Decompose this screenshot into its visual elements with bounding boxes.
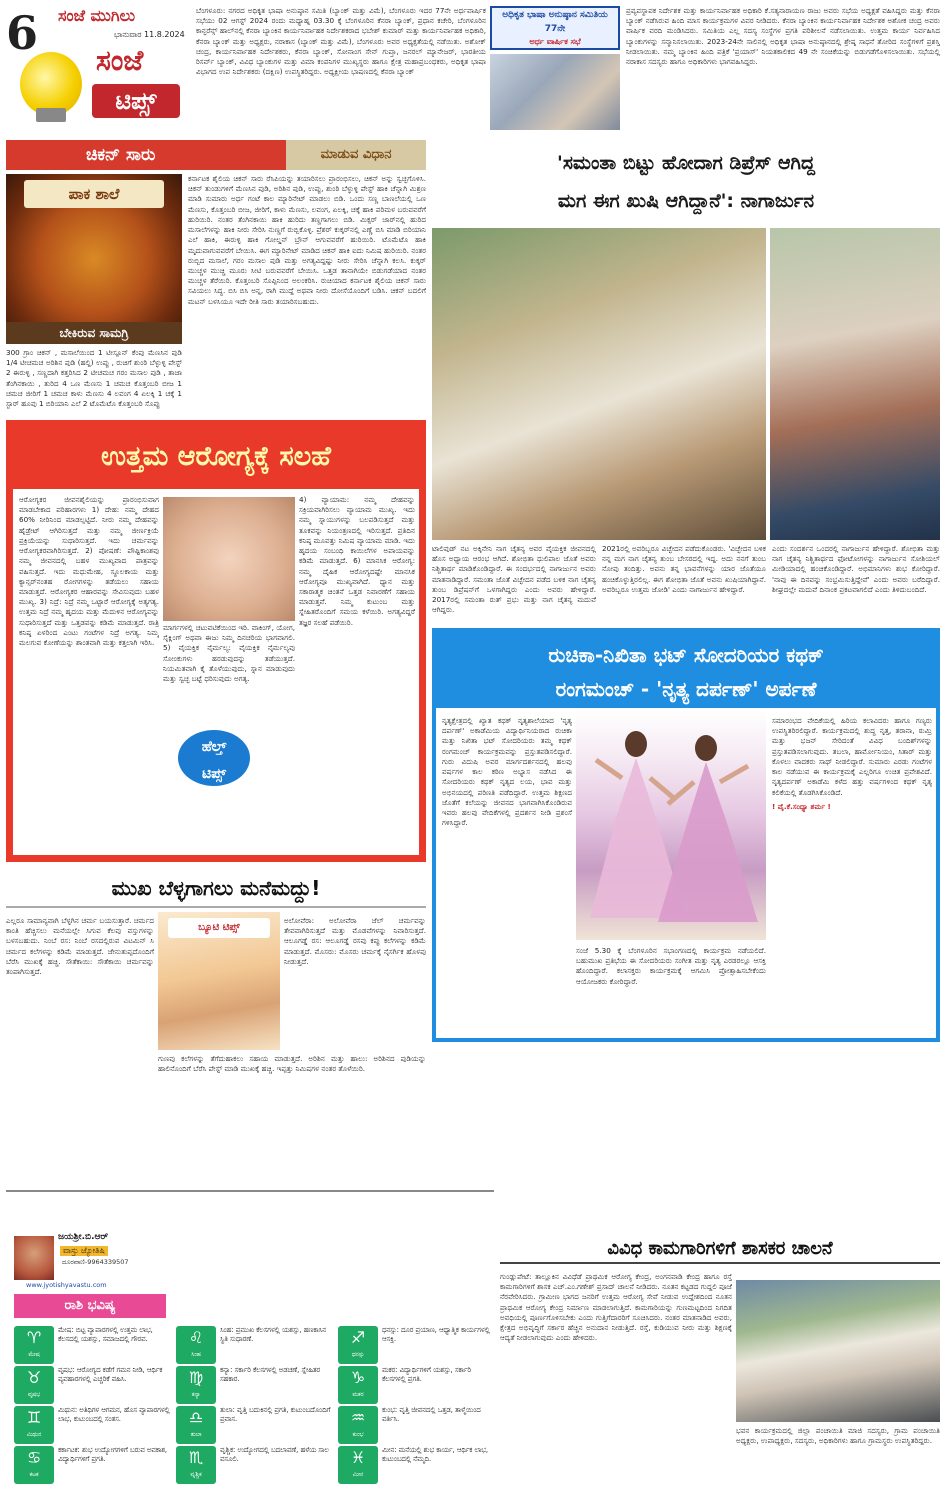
ceremony-photo [736, 1280, 940, 1422]
astrologer-name: ಜಯಶ್ರೀ.ಬಿ.ಆರ್ [58, 1232, 109, 1242]
zodiac-icon [14, 1326, 54, 1364]
paper-name: ಸಂಜೆ ಮುಗಿಲು [58, 6, 136, 25]
beauty-col2: ಗುಣವು ಕಲೆಗಳನ್ನು ತೆಗೆದುಹಾಕಲು ಸಹಾಯ ಮಾಡುತ್ತದೆ. ಅರಿಶಿನ ಮತ್ತು ಹಾಲು: ಅರಿಶಿನದ ಪುಡಿಯನ್ನು ಹಾಲಿನೊಂದಿಗೆ ಬೆರೆಸಿ ಪೇಸ್ಟ್ ಮಾಡಿ ಮುಖಕ್ಕೆ ಹಚ್ಚಿ. ಇಪ್ಪತ್ತು ನಿಮಿಷಗಳ ನಂತರ ತೊಳೆಯಿರಿ. [158, 1054, 426, 1074]
dancers-photo [576, 708, 766, 940]
zodiac-glyph: ♎ [188, 1408, 204, 1427]
recipe-article [6, 140, 426, 414]
kathak-col3-text: ಸಮಾರಂಭದ ವೇದಿಕೆಯಲ್ಲಿ ಹಿರಿಯ ಕಲಾವಿದರು ಹಾಗೂ ಗಣ್ಯರು ಉಪಸ್ಥಿತರಿರಲಿದ್ದಾರೆ. ಕಾರ್ಯಕ್ರಮದಲ್ಲಿ ಶುದ್ಧ ನೃತ್ತ, ತರಾನಾ, ಠುಮ್ರಿ ಮತ್ತು ಭಜನ್ ಸೇರಿದಂತೆ ವಿವಿಧ ಬಂದಿಶ್‌ಗಳನ್ನು ಪ್ರಸ್ತುತಪಡಿಸಲಾಗುವುದು. ತಬಲಾ, ಹಾರ್ಮೋನಿಯಂ, ಸಿತಾರ್ ಮತ್ತು ಕೊಳಲು ವಾದಕರು ಸಾಥ್ ನೀಡಲಿದ್ದಾರೆ. ಸುಮಾರು ಎರಡು ಗಂಟೆಗಳ ಕಾಲ ನಡೆಯುವ ಈ ಕಾರ್ಯಕ್ರಮಕ್ಕೆ ಎಲ್ಲರಿಗೂ ಉಚಿತ ಪ್ರವೇಶವಿದೆ. ನೃತ್ಯದರ್ಪಣ್ ಅಕಾಡೆಮಿ ಕಳೆದ ಹತ್ತು ವರ್ಷಗಳಿಂದ ಕಥಕ್ ನೃತ್ಯ ಕಲಿಕೆಯಲ್ಲಿ ತೊಡಗಿಸಿಕೊಂಡಿದೆ. [772, 716, 932, 797]
masthead [0, 0, 188, 128]
issue-date: ಭಾನುವಾರ 11.8.2024 [114, 30, 185, 39]
zodiac-icon [176, 1406, 216, 1444]
dancers-illustration [576, 708, 766, 940]
health-col3: 4) ವ್ಯಾಯಾಮ: ನಮ್ಮ ದೇಹವನ್ನು ಸಕ್ರಿಯವಾಗಿರಿಸಲು ವ್ಯಾಯಾಮ ಮುಖ್ಯ. ಇದು ನಮ್ಮ ಸ್ನಾಯುಗಳನ್ನು ಬಲಪಡಿಸುತ್ತದೆ ಮತ್ತು ತೂಕವನ್ನು ನಿಯಂತ್ರಣದಲ್ಲಿ ಇರಿಸುತ್ತದೆ. ಪ್ರತಿದಿನ ಕನಿಷ್ಠ ಮೂವತ್ತು ನಿಮಿಷ ವ್ಯಾಯಾಮ ಮಾಡಿ. ಇದು ಹೃದಯ ಸಂಬಂಧಿ ಕಾಯಿಲೆಗಳ ಅಪಾಯವನ್ನು ಕಡಿಮೆ ಮಾಡುತ್ತದೆ. 6) ಮಾನಸಿಕ ಆರೋಗ್ಯ: ನಮ್ಮ ದೈಹಿಕ ಆರೋಗ್ಯದಷ್ಟೇ ಮಾನಸಿಕ ಆರೋಗ್ಯವೂ ಮುಖ್ಯವಾಗಿದೆ. ಧ್ಯಾನ ಮತ್ತು ಸಕಾರಾತ್ಮಕ ಚಿಂತನೆ ಒತ್ತಡ ನಿವಾರಣೆಗೆ ಸಹಾಯ ಮಾಡುತ್ತವೆ. ನಿಮ್ಮ ಕುಟುಂಬ ಮತ್ತು ಸ್ನೇಹಿತರೊಂದಿಗೆ ಸಮಯ ಕಳೆಯಿರಿ. ಅಗತ್ಯವಿದ್ದರೆ ತಜ್ಞರ ಸಲಹೆ ಪಡೆಯಿರಿ. [299, 495, 415, 627]
works-col1: ಗುಂಡ್ಲುಪೇಟೆ: ತಾಲ್ಲೂಕಿನ ವಿವಿಧೆಡೆ ಪ್ರಾಥಮಿಕ ಆರೋಗ್ಯ ಕೇಂದ್ರ, ಅಂಗನವಾಡಿ ಕೇಂದ್ರ ಹಾಗೂ ರಸ್ತೆ ಕಾಮಗಾರಿಗಳಿಗೆ ಶಾಸಕ ಎಚ್.ಎಂ.ಗಣೇಶ್ ಪ್ರಸಾದ್ ಚಾಲನೆ ನೀಡಿದರು. ನೂತನ ಕಟ್ಟಡದ ಗುದ್ದಲಿ ಪೂಜೆ ನೆರವೇರಿಸಿದರು. ಗ್ರಾಮೀಣ ಭಾಗದ ಜನರಿಗೆ ಉತ್ತಮ ಆರೋಗ್ಯ ಸೇವೆ ನೀಡುವ ಉದ್ದೇಶದಿಂದ ನೂತನ ಪ್ರಾಥಮಿಕ ಆರೋಗ್ಯ ಕೇಂದ್ರ ನಿರ್ಮಾಣ ಮಾಡಲಾಗುತ್ತಿದೆ. ಕಾಮಗಾರಿಯನ್ನು ಗುಣಮಟ್ಟದಿಂದ ನಿಗದಿತ ಅವಧಿಯಲ್ಲಿ ಪೂರ್ಣಗೊಳಿಸಬೇಕು ಎಂದು ಗುತ್ತಿಗೆದಾರರಿಗೆ ಸೂಚಿಸಿದರು. ನಂತರ ಮಾತನಾಡಿದ ಅವರು, ಕ್ಷೇತ್ರದ ಅಭಿವೃದ್ಧಿಗೆ ಸರ್ಕಾರ ಹೆಚ್ಚಿನ ಅನುದಾನ ನೀಡುತ್ತಿದೆ. ರಸ್ತೆ, ಕುಡಿಯುವ ನೀರು ಮತ್ತು ಶಿಕ್ಷಣಕ್ಕೆ ಆದ್ಯತೆ ನೀಡಲಾಗುವುದು ಎಂದು ಹೇಳಿದರು. [500, 1272, 732, 1343]
zodiac-prediction: ಕರ್ಕಾಟಕ: ಶುಭ ಉದ್ಯೋಗಗಳಿಗೆ ಬರುವ ಅವಕಾಶ, ವಿದ್ಯಾರ್ಥಿಗಳಿಗೆ ಪ್ರಗತಿ. [58, 1446, 168, 1464]
zodiac-icon [176, 1446, 216, 1484]
zodiac-name: ಮೇಷ [28, 1352, 40, 1358]
health-col2: ಮಾರ್ಗಗಳಲ್ಲಿ ಚಟುವಟಿಕೆಯಿಂದ ಇರಿ. ವಾಕಿಂಗ್, ಯೋಗ, ಸೈಕ್ಲಿಂಗ್ ಅಥವಾ ಈಜು ನಿಮ್ಮ ದಿನಚರಿಯ ಭಾಗವಾಗಲಿ. 5) ವೈಯಕ್ತಿಕ ನೈರ್ಮಲ್ಯ: ವೈಯಕ್ತಿಕ ನೈರ್ಮಲ್ಯವು ಸೋಂಕುಗಳು ಹರಡುವುದನ್ನು ತಡೆಯುತ್ತದೆ. ನಿಯಮಿತವಾಗಿ ಕೈ ತೊಳೆಯುವುದು, ಸ್ನಾನ ಮಾಡುವುದು ಮತ್ತು ಸ್ವಚ್ಛ ಬಟ್ಟೆ ಧರಿಸುವುದು ಅಗತ್ಯ. [163, 623, 295, 684]
zodiac-glyph: ♍ [188, 1368, 204, 1387]
zodiac-glyph: ♌ [188, 1328, 204, 1347]
astrologer-role: ವಾಸ್ತು ಜ್ಯೋತಿಷಿ [60, 1246, 108, 1256]
zodiac-name: ವೃಷಭ [27, 1392, 41, 1398]
zodiac-name: ಮಕರ [352, 1392, 364, 1398]
celebrity-headline-line2: ಮಗ ಈಗ ಖುಷಿ ಆಗಿದ್ದಾನೆ': ನಾಗಾರ್ಜುನ [557, 190, 815, 212]
horoscope-title: ರಾಶಿ ಭವಿಷ್ಯ [14, 1294, 166, 1318]
kathak-col3 [772, 716, 932, 1038]
recipe-method-label: ಮಾಡುವ ವಿಧಾನ [286, 140, 426, 170]
top-news-headline-line2: ಅರ್ಧ ವಾರ್ಷಿಕ ಸಭೆ [529, 37, 581, 46]
top-news-text: ಬೆಂಗಳೂರು: ನಗರದ ಅಧಿಕೃತ ಭಾಷಾ ಅನುಷ್ಠಾನ ಸಮಿತಿ (ಬ್ಯಾಂಕ್ ಮತ್ತು ವಿಮೆ), ಬೆಂಗಳೂರು ಇದರ 77ನೇ ಅರ್ಧವಾರ್ಷಿಕ ಸಭೆಯು 02 ಆಗಸ್ಟ್ 2024 ರಂದು ಮಧ್ಯಾಹ್ನ 03.30 ಕ್ಕೆ ಬೆಂಗಳೂರಿನ ಕೆನರಾ ಬ್ಯಾಂಕ್, ಪ್ರಧಾನ ಕಚೇರಿ, ಬೆಂಗಳೂರಿನ ಕಾನ್ಫರೆನ್ಸ್ ಹಾಲ್‌ನಲ್ಲಿ ಕೆನರಾ ಬ್ಯಾಂಕಿನ ಕಾರ್ಯನಿರ್ವಾಹಕ ನಿರ್ದೇಶಕರಾದ ಭಬೇಶ್ ಕುಮಾರ್ ಮತ್ತು ಕಾರ್ಯನಿರ್ವಾಹಕ ಅಧಿಕಾರಿ, ಕೆನರಾ ಬ್ಯಾಂಕ್ ಮತ್ತು ಅಧ್ಯಕ್ಷರು, ನರಾಕಾಸ (ಬ್ಯಾಂಕ್ ಮತ್ತು ವಿಮೆ), ಬೆಂಗಳೂರು ಅವರ ಅಧ್ಯಕ್ಷತೆಯಲ್ಲಿ ನಡೆಯಿತು. ಅಶೋಕ್ ಚಂದ್ರ, ಕಾರ್ಯನಿರ್ವಾಹಕ ನಿರ್ದೇಶಕರು, ಕೆನರಾ ಬ್ಯಾಂಕ್, ಸೋನಾಂಗ ಸೇನ್ ಗುಪ್ತಾ, ಜನರಲ್ ಮ್ಯಾನೇಜರ್, ಭಾರತೀಯ ರಿಸರ್ವ್ ಬ್ಯಾಂಕ್, ವಿವಿಧ ಬ್ಯಾಂಕುಗಳ ಮತ್ತು ವಿಮಾ ಕಂಪನಿಗಳ ಮುಖ್ಯಸ್ಥರು ಹಾಗೂ ಕ್ಷೇತ್ರ ಮಹಾಪ್ರಬಂಧಕರು, ಅಧಿಕೃತ ಭಾಷಾ ವಿಭಾಗದ ಉಪ ನಿರ್ದೇಶಕರು (ದಕ್ಷಿಣ) ಉಪಸ್ಥಿತರಿದ್ದರು. ಅಧ್ಯಕ್ಷೀಯ ಭಾಷಣದಲ್ಲಿ ಕೆನರಾ ಬ್ಯಾಂಕ್ [196, 6, 486, 77]
recipe-body: ಕರ್ನಾಟಕ ಶೈಲಿಯ ಚಿಕನ್ ಸಾರು ರೆಸಿಪಿಯನ್ನು ತಯಾರಿಸಲು ಪ್ರಾರಂಭಿಸಲು, ಚಿಕನ್ ಅನ್ನು ಸ್ವಚ್ಛಗೊಳಿಸಿ. ಚಿಕನ್ ತುಂಡುಗಳಿಗೆ ಮೆಣಸಿನ ಪುಡಿ, ಅರಿಶಿನ ಪುಡಿ, ಉಪ್ಪು, ಶುಂಠಿ ಬೆಳ್ಳುಳ್ಳಿ ಪೇಸ್ಟ್ ಹಾಕಿ ಚೆನ್ನಾಗಿ ಮಿಶ್ರಣ ಮಾಡಿ ಸುಮಾರು ಅರ್ಧ ಗಂಟೆ ಕಾಲ ಮ್ಯಾರಿನೇಟ್ ಮಾಡಲು ಬಿಡಿ. ಒಂದು ಸಣ್ಣ ಬಾಣಲೆಯಲ್ಲಿ ಒಣ ಮೆಣಸು, ಕೊತ್ತಂಬರಿ ಬೀಜ, ಜೀರಿಗೆ, ಕಾಳು ಮೆಣಸು, ಲವಂಗ, ಏಲಕ್ಕಿ, ಚಕ್ಕೆ ಹಾಕಿ ಪರಿಮಳ ಬರುವವರೆಗೆ ಹುರಿಯಿರಿ. ನಂತರ ತೆಂಗಿನಕಾಯಿ ಹಾಕಿ ಹುರಿದು ತಣ್ಣಗಾಗಲು ಬಿಡಿ. ಮಿಕ್ಸರ್ ಜಾರ್‌ನಲ್ಲಿ ಹುರಿದ ಮಸಾಲೆಗಳನ್ನು ಹಾಕಿ ನೀರು ಸೇರಿಸಿ ನುಣ್ಣಗೆ ರುಬ್ಬಿಕೊಳ್ಳಿ. ಪ್ರೆಶರ್ ಕುಕ್ಕರ್‌ನಲ್ಲಿ ಎಣ್ಣೆ ಬಿಸಿ ಮಾಡಿ ಬಿರಿಯಾನಿ ಎಲೆ ಹಾಕಿ, ಈರುಳ್ಳಿ ಹಾಕಿ ಗೋಲ್ಡನ್ ಬ್ರೌನ್ ಆಗುವವರೆಗೆ ಹುರಿಯಿರಿ. ಟೊಮೆಟೊ ಹಾಕಿ ಮೃದುವಾಗುವವರೆಗೆ ಬೇಯಿಸಿ. ಈಗ ಮ್ಯಾರಿನೇಟ್ ಮಾಡಿದ ಚಿಕನ್ ಹಾಕಿ ಐದು ನಿಮಿಷ ಹುರಿಯಿರಿ. ನಂತರ ರುಬ್ಬಿದ ಮಸಾಲೆ, ಗರಂ ಮಸಾಲ ಪುಡಿ ಮತ್ತು ಅಗತ್ಯವಿದ್ದಷ್ಟು ನೀರು ಸೇರಿಸಿ ಚೆನ್ನಾಗಿ ಕಲಸಿ. ಕುಕ್ಕರ್ ಮುಚ್ಚಳ ಮುಚ್ಚಿ ಮೂರು ಸೀಟಿ ಬರುವವರೆಗೆ ಬೇಯಿಸಿ. ಒತ್ತಡ ತಾನಾಗಿಯೇ ಬಿಡುಗಡೆಯಾದ ನಂತರ ಮುಚ್ಚಳ ತೆರೆಯಿರಿ. ಕೊತ್ತಂಬರಿ ಸೊಪ್ಪಿನಿಂದ ಅಲಂಕರಿಸಿ. ರುಚಿಯಾದ ಕರ್ನಾಟಕ ಶೈಲಿಯ ಚಿಕನ್ ಸಾರು ಸವಿಯಲು ಸಿದ್ಧ. ಬಿಸಿ ಬಿಸಿ ಅನ್ನ, ರಾಗಿ ಮುದ್ದೆ ಅಥವಾ ನೀರು ದೋಸೆಯೊಂದಿಗೆ ಬಡಿಸಿ. ಚಿಕನ್ ಬದಲಿಗೆ ಮಟನ್ ಬಳಸಿಯೂ ಇದೇ ರೀತಿ ಸಾರು ತಯಾರಿಸಬಹುದು. [188, 174, 426, 306]
zodiac-prediction: ಕುಂಭ: ವೃತ್ತಿ ಜೀವನದಲ್ಲಿ ಒತ್ತಡ, ತಾಳ್ಮೆಯಿಂದ ವರ್ತಿಸಿ. [382, 1406, 481, 1424]
health-col1: ಆರೋಗ್ಯಕರ ಜೀವನಶೈಲಿಯನ್ನು ಪ್ರಾರಂಭಿಸುವಾಗ ಮಾಡಬೇಕಾದ ಪರಿಹಾರಗಳು 1) ದೇಹ: ನಮ್ಮ ದೇಹದ 60% ನೀರಿನಿಂದ ಮಾಡಲ್ಪಟ್ಟಿದೆ. ನೀರು ನಮ್ಮ ದೇಹವನ್ನು ಹೈಡ್ರೇಟ್ ಆಗಿರಿಸುತ್ತದೆ ಮತ್ತು ನಮ್ಮ ಜೀರ್ಣಕ್ರಿಯೆ ಪ್ರಕ್ರಿಯೆಯನ್ನು ಸುಧಾರಿಸುತ್ತದೆ. ಇದು ಚರ್ಮವನ್ನು ಆರೋಗ್ಯಕರವಾಗಿರಿಸುತ್ತದೆ. 2) ಪೋಷಣೆ: ಪೌಷ್ಟಿಕಾಂಶವು ನಮ್ಮ ಜೀವನದಲ್ಲಿ ಬಹಳ ಮುಖ್ಯವಾದ ಪಾತ್ರವನ್ನು ವಹಿಸುತ್ತದೆ. ಇದು ಮಧುಮೇಹ, ಸ್ಥೂಲಕಾಯ ಮತ್ತು ಕ್ಯಾನ್ಸರ್‌ನಂತಹ ರೋಗಗಳನ್ನು ತಡೆಯಲು ಸಹಾಯ ಮಾಡುತ್ತದೆ. ಆರೋಗ್ಯಕರ ಆಹಾರವನ್ನು ಸೇವಿಸುವುದು ಬಹಳ ಮುಖ್ಯ. 3) ನಿದ್ರೆ: ನಿದ್ರೆ ನಮ್ಮ ಒಟ್ಟಾರೆ ಆರೋಗ್ಯಕ್ಕೆ ಅತ್ಯಗತ್ಯ. ಉತ್ತಮ ನಿದ್ರೆ ನಮ್ಮ ಹೃದಯ ಮತ್ತು ಮೆದುಳಿನ ಆರೋಗ್ಯವನ್ನು ಸುಧಾರಿಸುತ್ತದೆ ಮತ್ತು ಒತ್ತಡವನ್ನು ಕಡಿಮೆ ಮಾಡುತ್ತದೆ. ರಾತ್ರಿ ಕನಿಷ್ಠ ಏಳರಿಂದ ಎಂಟು ಗಂಟೆಗಳ ನಿದ್ರೆ ಅಗತ್ಯ. ನಿಮ್ಮ ಮಲಗುವ ಕೋಣೆಯನ್ನು ಶಾಂತವಾಗಿ ಮತ್ತು ಕತ್ತಲಾಗಿ ಇರಿಸಿ. [19, 495, 159, 648]
beauty-article [6, 868, 426, 1042]
beauty-col3: ಅಲೋವೆರಾ: ಅಲೋವೆರಾ ಜೆಲ್ ಚರ್ಮವನ್ನು ತೇವವಾಗಿರಿಸುತ್ತದೆ ಮತ್ತು ಮೊಡವೆಗಳನ್ನು ನಿವಾರಿಸುತ್ತದೆ. ಆಲೂಗಡ್ಡೆ ರಸ: ಆಲೂಗಡ್ಡೆ ರಸವು ಕಪ್ಪು ಕಲೆಗಳನ್ನು ಕಡಿಮೆ ಮಾಡುತ್ತದೆ. ಮೊಸರು: ಮೊಸರು ಚರ್ಮಕ್ಕೆ ನೈಸರ್ಗಿಕ ಹೊಳಪು ನೀಡುತ್ತದೆ. [284, 916, 426, 966]
astrologer-phone: ದೂರವಾಣಿ-9964339507 [62, 1258, 129, 1266]
zodiac-glyph: ♉ [26, 1368, 42, 1387]
horoscope-section [6, 1226, 494, 1488]
astrologer-website: www.jyotishyavastu.com [26, 1281, 107, 1289]
zodiac-name: ಕುಂಭ [352, 1432, 364, 1438]
zodiac-prediction: ವೃಶ್ಚಿಕ: ಉದ್ಯೋಗದಲ್ಲಿ ಬದಲಾವಣೆ, ಹಳೆಯ ಸಾಲ ವಸೂಲಿ. [220, 1446, 329, 1464]
zodiac-icon [176, 1326, 216, 1364]
zodiac-glyph: ♑ [350, 1368, 366, 1387]
beauty-col1: ಎಲ್ಲರೂ ಸಾಮಾನ್ಯವಾಗಿ ಬೆಳ್ಳಗಿನ ಚರ್ಮ ಬಯಸುತ್ತಾರೆ. ಚರ್ಮದ ಕಾಂತಿ ಹೆಚ್ಚಿಸಲು ಮನೆಯಲ್ಲೇ ಸಿಗುವ ಕೆಲವು ವಸ್ತುಗಳನ್ನು ಬಳಸಬಹುದು. ನಿಂಬೆ ರಸ: ನಿಂಬೆ ರಸದಲ್ಲಿರುವ ವಿಟಮಿನ್ ಸಿ ಚರ್ಮದ ಕಲೆಗಳನ್ನು ಕಡಿಮೆ ಮಾಡುತ್ತದೆ. ಜೇನುತುಪ್ಪದೊಂದಿಗೆ ಬೆರೆಸಿ ಮುಖಕ್ಕೆ ಹಚ್ಚಿ. ಸೌತೆಕಾಯಿ: ಸೌತೆಕಾಯಿ ಚರ್ಮವನ್ನು ತಂಪಾಗಿಸುತ್ತದೆ. [6, 916, 154, 977]
zodiac-glyph: ♏ [188, 1448, 204, 1467]
lightbulb-base-icon [36, 108, 66, 122]
zodiac-name: ಕನ್ಯಾ [191, 1392, 201, 1398]
celebrity-headline-line1: 'ಸಮಂತಾ ಬಿಟ್ಟು ಹೋದಾಗ ಡಿಪ್ರೆಸ್ ಆಗಿದ್ದ [557, 152, 815, 174]
zodiac-prediction: ಕನ್ಯಾ: ಸರ್ಕಾರಿ ಕೆಲಸಗಳಲ್ಲಿ ಅಡಚಣೆ, ಸ್ನೇಹಿತರ ಸಹಕಾರ. [220, 1366, 321, 1384]
celebrity-col3: ಎಂದು ಸಂದರ್ಶನ ಒಂದರಲ್ಲಿ ನಾಗಾರ್ಜುನ ಹೇಳಿದ್ದಾರೆ. ಶೋಭಿತಾ ಮತ್ತು ನಾಗ ಚೈತನ್ಯ ನಿಶ್ಚಿತಾರ್ಥದ ಫೋಟೋಗಳನ್ನು ನಾಗಾರ್ಜುನ ಸೋಶಿಯಲ್ ಮೀಡಿಯಾದಲ್ಲಿ ಹಂಚಿಕೊಂಡಿದ್ದಾರೆ. ಅಭಿಮಾನಿಗಳು ಶುಭ ಕೋರಿದ್ದಾರೆ. 'ನಾವು ಈ ದಿನವನ್ನು ಸಂಭ್ರಮಿಸುತ್ತಿದ್ದೇವೆ' ಎಂದು ಅವರು ಬರೆದಿದ್ದಾರೆ. ಶೀಘ್ರದಲ್ಲೇ ಮದುವೆ ದಿನಾಂಕ ಪ್ರಕಟವಾಗಲಿದೆ ಎಂದು ತಿಳಿದುಬಂದಿದೆ. [772, 544, 940, 594]
zodiac-prediction: ಮೀನ: ಮನೆಯಲ್ಲಿ ಶುಭ ಕಾರ್ಯ, ಆರ್ಥಿಕ ಲಾಭ, ಕುಟುಂಬದಲ್ಲಿ ನೆಮ್ಮದಿ. [382, 1446, 489, 1464]
lightbulb-icon [20, 52, 82, 116]
zodiac-icon [14, 1366, 54, 1404]
ingredients-title: ಬೇಕಿರುವ ಸಾಮಗ್ರಿ [6, 322, 182, 344]
kathak-headline [436, 632, 936, 708]
top-news-right-text: ಪ್ರವ್ಯವಸ್ಥಾಪಕ ನಿರ್ದೇಶಕ ಮತ್ತು ಕಾರ್ಯನಿರ್ವಾಹಕ ಅಧಿಕಾರಿ ಕೆ.ಸತ್ಯನಾರಾಯಣ ರಾಜು ಅವರು ಸಭೆಯ ಅಧ್ಯಕ್ಷತೆ ವಹಿಸಿದ್ದರು ಮತ್ತು ಕೆನರಾ ಬ್ಯಾಂಕ್ ನಡೆಸಿರುವ ಹಿಂದಿ ಮಾಸ ಕಾರ್ಯಕ್ರಮಗಳ ವಿವರ ನೀಡಿದರು. ಕೆನರಾ ಬ್ಯಾಂಕಿನ ಕಾರ್ಯನಿರ್ವಾಹಕ ನಿರ್ದೇಶಕ ಅಶೋಕ ಚಂದ್ರ ಅವರು ವಾರ್ಷಿಕ ವರದಿ ಮಂಡಿಸಿದರು. ಸಮಿತಿಯ ಎಲ್ಲ ಸದಸ್ಯ ಸಂಸ್ಥೆಗಳ ಪ್ರಗತಿ ಪರಿಶೀಲನೆ ನಡೆಸಲಾಯಿತು. ಉತ್ತಮ ಕಾರ್ಯ ನಿರ್ವಹಿಸಿದ ಬ್ಯಾಂಕುಗಳನ್ನು ಸನ್ಮಾನಿಸಲಾಯಿತು. 2023-24ನೇ ಸಾಲಿನಲ್ಲಿ ಅಧಿಕೃತ ಭಾಷಾ ಅನುಷ್ಠಾನದಲ್ಲಿ ಶ್ರೇಷ್ಠ ಸಾಧನೆ ತೋರಿದ ಸಂಸ್ಥೆಗಳಿಗೆ ಪ್ರಶಸ್ತಿ ನೀಡಲಾಯಿತು. ನಮ್ಮ ಬ್ಯಾಂಕಿನ ಹಿಂದಿ ಪತ್ರಿಕೆ 'ಪ್ರಯಾಸ್' ನಿಯತಕಾಲಿಕದ 49 ನೇ ಸಂಚಿಕೆಯನ್ನು ಬಿಡುಗಡೆಗೊಳಿಸಲಾಯಿತು. ಸಭೆಯಲ್ಲಿ ನರಾಕಾಸ ಸದಸ್ಯರು ಹಾಗೂ ಅಧಿಕಾರಿಗಳು ಭಾಗವಹಿಸಿದ್ದರು. [626, 6, 940, 67]
zodiac-name: ಕಟಕ [29, 1472, 39, 1478]
recipe-title: ಚಿಕನ್ ಸಾರು [6, 140, 286, 170]
health-title: ಉತ್ತಮ ಆರೋಗ್ಯಕ್ಕೆ ಸಲಹೆ [13, 427, 419, 489]
kathak-col1: ನೃತ್ಯಕ್ಷೇತ್ರದಲ್ಲಿ ಖ್ಯಾತ ಕಥಕ್ ನೃತ್ಯಶಾಲೆಯಾದ 'ನೃತ್ಯ ದರ್ಪಣ್' ಅಕಾಡೆಮಿಯ ವಿದ್ಯಾರ್ಥಿನಿಯರಾದ ರುಚಿಕಾ ಮತ್ತು ನಿಖಿತಾ ಭಟ್ ಸೋದರಿಯರು ತಮ್ಮ ಕಥಕ್ ರಂಗಮಂಚ್ ಕಾರ್ಯಕ್ರಮವನ್ನು ಪ್ರಸ್ತುತಪಡಿಸಲಿದ್ದಾರೆ. ಗುರು ವಿದುಷಿ ಅವರ ಮಾರ್ಗದರ್ಶನದಲ್ಲಿ ಹಲವು ವರ್ಷಗಳ ಕಾಲ ಕಠಿಣ ಅಭ್ಯಾಸ ನಡೆಸಿದ ಈ ಸೋದರಿಯರು ಕಥಕ್ ನೃತ್ಯದ ಲಯ, ಭಾವ ಮತ್ತು ಅಭಿನಯದಲ್ಲಿ ಪರಿಣತಿ ಪಡೆದಿದ್ದಾರೆ. ಉತ್ತಮ ಶಿಕ್ಷಣದ ಜೊತೆಗೆ ಕಲೆಯನ್ನು ಜೀವನದ ಭಾಗವಾಗಿಸಿಕೊಂಡಿರುವ ಇವರು ಹಲವು ವೇದಿಕೆಗಳಲ್ಲಿ ಪ್ರದರ್ಶನ ನೀಡಿ ಪ್ರಶಂಸೆ ಗಳಿಸಿದ್ದಾರೆ. [442, 716, 572, 828]
zodiac-icon [14, 1406, 54, 1444]
page-number: 6 [6, 6, 39, 60]
zodiac-prediction: ಮಿಥುನ: ಅತಿಥಿಗಳ ಆಗಮನ, ಹೊಸ ವ್ಯಾಪಾರಗಳಲ್ಲಿ ಲಾಭ, ಕುಟುಂಬದಲ್ಲಿ ಸಂತಸ. [58, 1406, 170, 1424]
zodiac-prediction: ಧನಸ್ಸು: ದೂರ ಪ್ರಯಾಣ, ಆಧ್ಯಾತ್ಮಿಕ ಕಾರ್ಯಗಳಲ್ಲಿ ಆಸಕ್ತಿ. [382, 1326, 490, 1344]
health-badge-line1: ಹೆಲ್ತ್ [201, 739, 227, 755]
works-title: ವಿವಿಧ ಕಾಮಗಾರಿಗಳಿಗೆ ಶಾಸಕರ ಚಾಲನೆ [500, 1234, 940, 1264]
zodiac-icon [14, 1446, 54, 1484]
kathak-headline-line1: ರುಚಿಕಾ-ನಿಖಿತಾ ಭಟ್ ಸೋದರಿಯರ ಕಥಕ್ [548, 643, 824, 667]
zodiac-glyph: ♋ [26, 1448, 42, 1467]
kathak-headline-line2: ರಂಗಮಂಚ್ - 'ನೃತ್ಯ ದರ್ಪಣ್' ಅರ್ಪಣೆ [555, 677, 817, 701]
works-col2: ಭವನ ಕಾರ್ಯಕ್ರಮದಲ್ಲಿ ಜಿಲ್ಲಾ ಪಂಚಾಯಿತಿ ಮಾಜಿ ಸದಸ್ಯರು, ಗ್ರಾಮ ಪಂಚಾಯಿತಿ ಅಧ್ಯಕ್ಷರು, ಉಪಾಧ್ಯಕ್ಷರು, ಸದಸ್ಯರು, ಅಧಿಕಾರಿಗಳು ಹಾಗೂ ಗ್ರಾಮಸ್ಥರು ಉಪಸ್ಥಿತರಿದ್ದರು. [736, 1426, 940, 1446]
celebrity-headline [432, 140, 940, 228]
zodiac-icon [338, 1326, 378, 1364]
zodiac-prediction: ಮಕರ: ವಿದ್ಯಾರ್ಥಿಗಳಿಗೆ ಯಶಸ್ಸು, ಸರ್ಕಾರಿ ಕೆಲಸಗಳಲ್ಲಿ ಪ್ರಗತಿ. [382, 1366, 472, 1384]
zodiac-prediction: ತುಲಾ: ವೃತ್ತಿ ಬದುಕಿನಲ್ಲಿ ಪ್ರಗತಿ, ಕುಟುಂಬದೊಂದಿಗೆ ಪ್ರವಾಸ. [220, 1406, 331, 1424]
kathak-byline: ! ವೈ.ಕೆ.ಸಂಧ್ಯಾ ಶರ್ಮ ! [772, 801, 831, 811]
celebrity-col2: 2021ರಲ್ಲಿ ಅವರಿಬ್ಬರೂ ವಿಚ್ಛೇದನ ಪಡೆದುಕೊಂಡರು. 'ವಿಚ್ಛೇದನ ಬಳಿಕ ನನ್ನ ಮಗ ನಾಗ ಚೈತನ್ಯ ತುಂಬ ಬೇಸರದಲ್ಲಿ ಇದ್ದ. ಅದು ನನಗೆ ತುಂಬ ನೋವು ತಂದಿತ್ತು. ಅವನು ತನ್ನ ಭಾವನೆಗಳನ್ನು ಯಾರ ಜೊತೆಯೂ ಹಂಚಿಕೊಳ್ಳುತ್ತಿರಲಿಲ್ಲ. ಈಗ ಶೋಭಿತಾ ಜೊತೆ ಅವನು ಖುಷಿಯಾಗಿದ್ದಾನೆ. ಅವರಿಬ್ಬರೂ ಉತ್ತಮ ಜೋಡಿ' ಎಂದು ನಾಗಾರ್ಜುನ ಹೇಳಿದ್ದಾರೆ. [602, 544, 766, 594]
zodiac-glyph: ♒ [350, 1408, 366, 1427]
zodiac-name: ಮಿಥುನ [26, 1432, 42, 1438]
zodiac-icon [338, 1366, 378, 1404]
recipe-tag: ಪಾಕ ಶಾಲೆ [24, 180, 164, 208]
actress-photo [770, 228, 940, 540]
zodiac-prediction: ಸಿಂಹ: ಪ್ರಮುಖ ಕೆಲಸಗಳಲ್ಲಿ ಯಶಸ್ಸು, ಹಣಕಾಸಿನ ಸ್ಥಿತಿ ಸುಧಾರಣೆ. [220, 1326, 327, 1344]
engagement-photo [432, 228, 766, 540]
celebrity-col1: ಟಾಲಿವುಡ್ ನಟ ಅಕ್ಕಿನೇನಿ ನಾಗ ಚೈತನ್ಯ ಅವರ ವೈಯಕ್ತಿಕ ಜೀವನದಲ್ಲಿ ಹೊಸ ಅಧ್ಯಾಯ ಆರಂಭ ಆಗಿದೆ. ಶೋಭಿತಾ ಧುಲಿಪಾಲ ಜೊತೆ ಅವರು ನಿಶ್ಚಿತಾರ್ಥ ಮಾಡಿಕೊಂಡಿದ್ದಾರೆ. ಈ ಸಂದರ್ಭದಲ್ಲಿ ನಾಗಾರ್ಜುನ ಅವರು ಮಾತನಾಡಿದ್ದಾರೆ. ಸಮಂತಾ ಜೊತೆ ವಿಚ್ಛೇದನ ಪಡೆದ ಬಳಿಕ ನಾಗ ಚೈತನ್ಯ ತುಂಬ ಡಿಪ್ರೆಷನ್‌ಗೆ ಒಳಗಾಗಿದ್ದರು ಎಂದು ಅವರು ಹೇಳಿದ್ದಾರೆ. 2017ರಲ್ಲಿ ಸಮಂತಾ ರುತ್ ಪ್ರಭು ಮತ್ತು ನಾಗ ಚೈತನ್ಯ ಮದುವೆ ಆಗಿದ್ದರು. [432, 544, 596, 615]
health-tips-badge [175, 727, 253, 789]
zodiac-icon [176, 1366, 216, 1404]
section-divider [6, 1190, 494, 1218]
zodiac-glyph: ♊ [26, 1408, 42, 1427]
zodiac-glyph: ♓ [350, 1448, 366, 1467]
zodiac-icon [338, 1406, 378, 1444]
celebrity-columns [432, 544, 940, 628]
zodiac-prediction: ವೃಷಭ: ಆರೋಗ್ಯದ ಕಡೆಗೆ ಗಮನ ನೀಡಿ, ಆರ್ಥಿಕ ವ್ಯವಹಾರಗಳಲ್ಲಿ ಎಚ್ಚರಿಕೆ ವಹಿಸಿ. [58, 1366, 163, 1384]
waist-measure-photo [163, 497, 295, 621]
section-title-tips: ಟಿಪ್ಸ್ [92, 84, 180, 118]
celebrity-article [432, 140, 940, 628]
zodiac-icon [338, 1446, 378, 1484]
top-news-headline-box [490, 6, 620, 50]
health-article [6, 420, 426, 862]
ingredients-text: 300 ಗ್ರಾಂ ಚಿಕನ್ , ಮಸಾಲೆಯಿಂದ 1 ಟೀಸ್ಪೂನ್ ಕೆಂಪು ಮೆಣಸಿನ ಪುಡಿ 1/4 ಟೀಚಮಚ ಅರಿಶಿನ ಪುಡಿ (ಹಲ್ದಿ) ಉಪ್ಪು , ರುಚಿಗೆ ಶುಂಠಿ ಬೆಳ್ಳುಳ್ಳಿ ಪೇಸ್ಟ್ 2 ಈರುಳ್ಳಿ , ಸಣ್ಣದಾಗಿ ಕತ್ತರಿಸಿದ 2 ಟೀಚಮಚ ಗರಂ ಮಸಾಲ ಪುಡಿ , ತಾಜಾ ತೆಂಗಿನಕಾಯಿ , ತುರಿದ 4 ಒಣ ಮೆಣಸು 1 ಚಮಚ ಕೊತ್ತಂಬರಿ ಬೀಜ 1 ಚಮಚ ಜೀರಿಗೆ 1 ಚಮಚ ಕಾಳು ಮೆಣಸು 4 ಲವಂಗ 4 ಏಲಕ್ಕಿ 1 ಚಕ್ಕೆ 1 ಸ್ಟಾರ್ ಹೂವು 1 ಬಿರಿಯಾನಿ ಎಲೆ 2 ಟೊಮೆಟೊ ಕೊತ್ತಂಬರಿ ಸೊಪ್ಪು [6, 348, 182, 409]
astrologer-photo [14, 1236, 54, 1280]
zodiac-name: ತುಲಾ [190, 1432, 202, 1438]
beauty-tag: ಬ್ಯೂಟಿ ಟಿಪ್ಸ್ [168, 918, 270, 938]
kathak-col2: ಸಂಜೆ 5.30 ಕ್ಕೆ ಬೆಂಗಳೂರಿನ ಸಭಾಂಗಣದಲ್ಲಿ ಕಾರ್ಯಕ್ರಮ ನಡೆಯಲಿದೆ. ಬಹುಮುಖ ಪ್ರತಿಭೆಯ ಈ ಸೋದರಿಯರು ಸಂಗೀತ ಮತ್ತು ನೃತ್ಯ ಎರಡರಲ್ಲೂ ಆಸಕ್ತಿ ಹೊಂದಿದ್ದಾರೆ. ಕಲಾಸಕ್ತರು ಕಾರ್ಯಕ್ರಮಕ್ಕೆ ಆಗಮಿಸಿ ಪ್ರೋತ್ಸಾಹಿಸಬೇಕೆಂದು ಆಯೋಜಕರು ಕೋರಿದ್ದಾರೆ. [576, 946, 766, 986]
zodiac-name: ಮೀನ [352, 1472, 364, 1478]
beauty-title: ಮುಖ ಬೆಳ್ಳಗಾಗಲು ಮನೆಮದ್ದು! [6, 868, 426, 908]
kathak-article [432, 628, 940, 1042]
zodiac-glyph: ♐ [350, 1328, 366, 1347]
zodiac-prediction: ಮೇಷ: ಬಿಟ್ಟ ವ್ಯಾಪಾರಗಳಲ್ಲಿ ಉತ್ತಮ ಲಾಭ, ಕೆಲಸದಲ್ಲಿ ಯಶಸ್ಸು, ಸಮಾಜದಲ್ಲಿ ಗೌರವ. [58, 1326, 153, 1344]
section-title-sanje: ಸಂಜೆ [96, 44, 144, 77]
meeting-photo [490, 54, 620, 130]
zodiac-glyph: ♈ [26, 1328, 42, 1347]
zodiac-name: ವೃಶ್ಚಿಕ [190, 1472, 202, 1478]
health-badge-line2: ಟಿಪ್ಸ್ [202, 766, 226, 782]
zodiac-name: ಧನಸ್ಸು [351, 1352, 365, 1358]
top-news-headline-line1: ಅಧಿಕೃತ ಭಾಷಾ ಅನುಷ್ಠಾನ ಸಮಿತಿಯ 77ನೇ [502, 10, 608, 34]
zodiac-name: ಸಿಂಹ [191, 1352, 201, 1358]
works-article [500, 1226, 940, 1488]
